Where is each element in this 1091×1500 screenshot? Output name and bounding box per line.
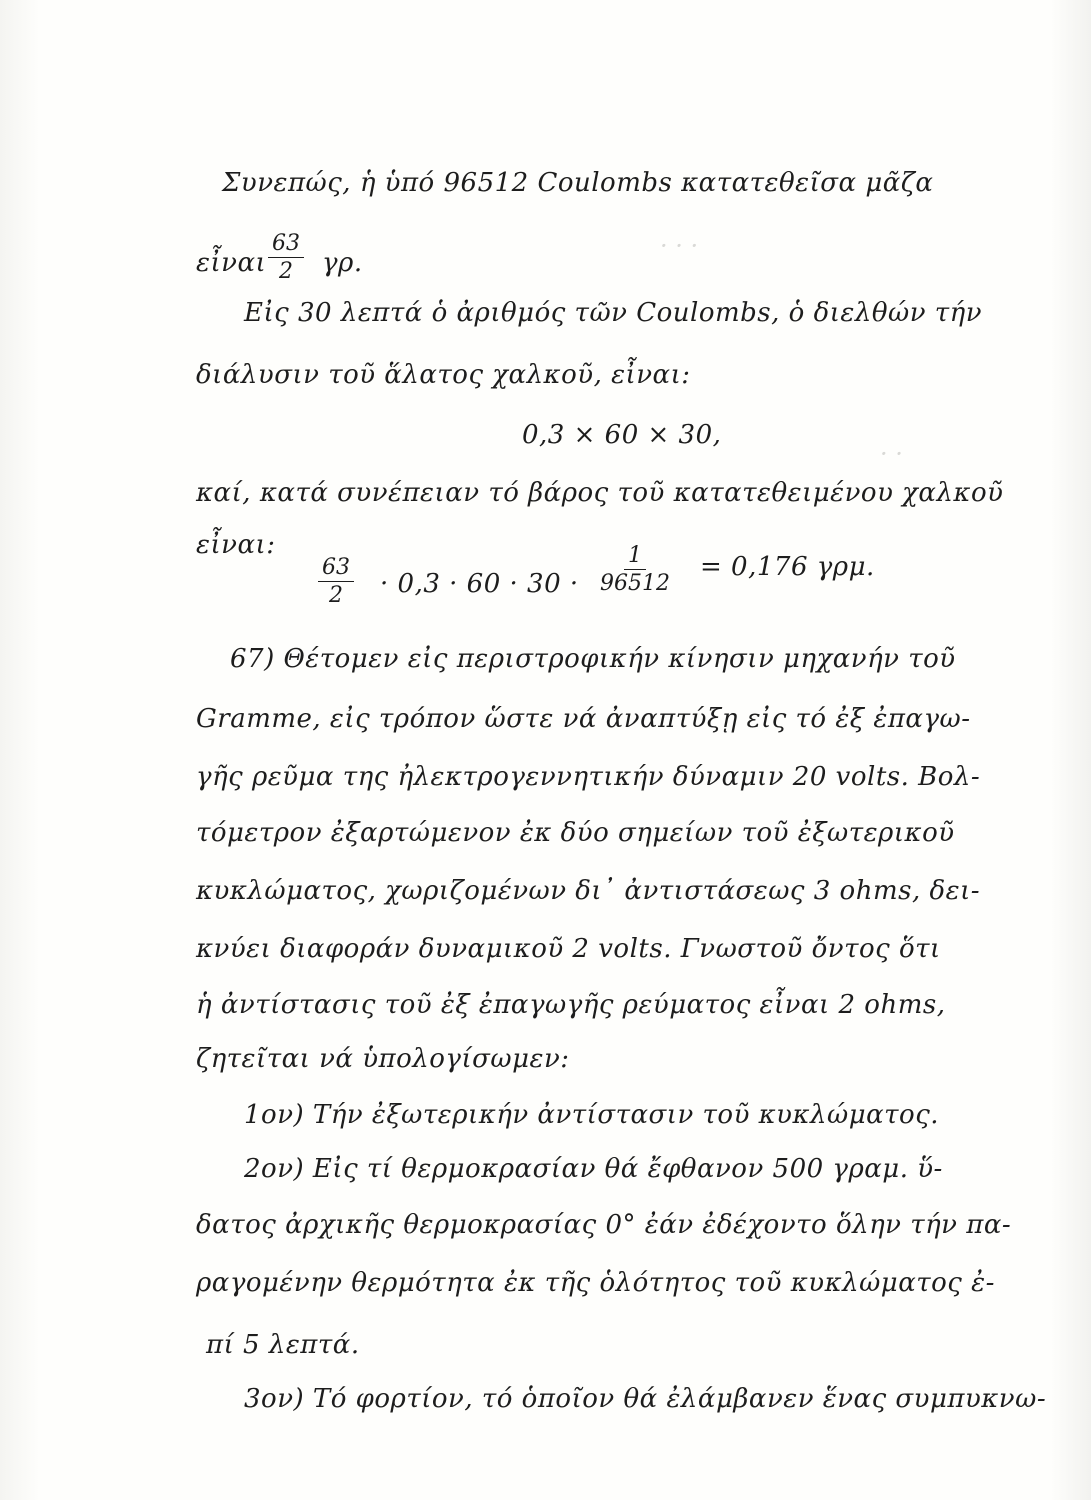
text-line: Εἰς 30 λεπτά ὁ ἀριθμός τῶν Coulombs, ὁ διελθών τήν	[244, 298, 983, 328]
text-line: ἡ ἀντίστασις τοῦ ἐξ ἐπαγωγῆς ρεύματος εἶναι 2 ohms,	[196, 990, 946, 1020]
text-line: κυκλώματος, χωριζομένων δι᾽ ἀντιστάσεως 3 ohms, δει-	[196, 876, 981, 906]
question-2: 2ον) Εἰς τί θερμοκρασίαν θά ἔφθανον 500 γραμ. ὕ-	[244, 1154, 943, 1184]
text-line: 0,3 × 60 × 30,	[522, 420, 722, 450]
fraction-denominator: 2	[279, 259, 293, 285]
formula-text: · 0,3 · 60 · 30 ·	[380, 569, 579, 599]
text-line: Gramme, εἰς τρόπον ὥστε νά ἀναπτύξῃ εἰς τό ἐξ ἐπαγω-	[196, 704, 971, 734]
text-line: Συνεπώς, ἡ ὑπό 96512 Coulombs κατατεθεῖσα μᾶζα	[222, 168, 934, 198]
text-line: τόμετρον ἐξαρτώμενον ἐκ δύο σημείων τοῦ ἐξωτερικοῦ	[196, 818, 955, 848]
fraction-numerator: 63	[318, 556, 354, 582]
text-line: διάλυσιν τοῦ ἅλατος χαλκοῦ, εἶναι:	[196, 360, 691, 390]
text-line: γρ.	[322, 248, 363, 278]
text-line: δατος ἀρχικῆς θερμοκρασίας 0° ἐάν ἐδέχοντο ὅλην τήν πα-	[196, 1210, 1012, 1240]
text-line: ραγομένην θερμότητα ἐκ τῆς ὁλότητος τοῦ κυκλώματος ἐ-	[196, 1268, 995, 1298]
text-line: ζητεῖται νά ὑπολογίσωμεν:	[196, 1044, 570, 1074]
fraction-numerator: 1	[624, 544, 646, 570]
fraction-denominator: 96512	[600, 571, 670, 597]
bleed-through-mark: · · ·	[660, 232, 699, 260]
fraction-denominator: 2	[329, 583, 343, 609]
problem-heading: 67) Θέτομεν εἰς περιστροφικήν κίνησιν μηχανήν τοῦ	[230, 644, 956, 674]
fraction	[318, 556, 354, 607]
fraction	[596, 544, 674, 595]
text-line: πί 5 λεπτά.	[206, 1330, 360, 1360]
text-line: γῆς ρεῦμα της ἠλεκτρογεννητικήν δύναμιν 20 volts. Βολ-	[196, 762, 981, 792]
text-line: εἶναι:	[196, 530, 276, 560]
question-1: 1ον) Τήν ἐξωτερικήν ἀντίστασιν τοῦ κυκλώματος.	[244, 1100, 940, 1130]
fraction-numerator: 63	[268, 232, 304, 258]
fraction	[268, 232, 304, 283]
text-line: καί, κατά συνέπειαν τό βάρος τοῦ κατατεθειμένου χαλκοῦ	[196, 478, 1004, 508]
formula-result: = 0,176 γρμ.	[700, 552, 875, 582]
text-line: κνύει διαφοράν δυναμικοῦ 2 volts. Γνωστοῦ ὄντος ὅτι	[196, 934, 941, 964]
bleed-through-mark: · ·	[880, 440, 903, 468]
question-3: 3ον) Τό φορτίον, τό ὁποῖον θά ἐλάμβανεν ἕνας συμπυκνω-	[244, 1384, 1047, 1414]
text-line: εἶναι	[196, 248, 267, 278]
